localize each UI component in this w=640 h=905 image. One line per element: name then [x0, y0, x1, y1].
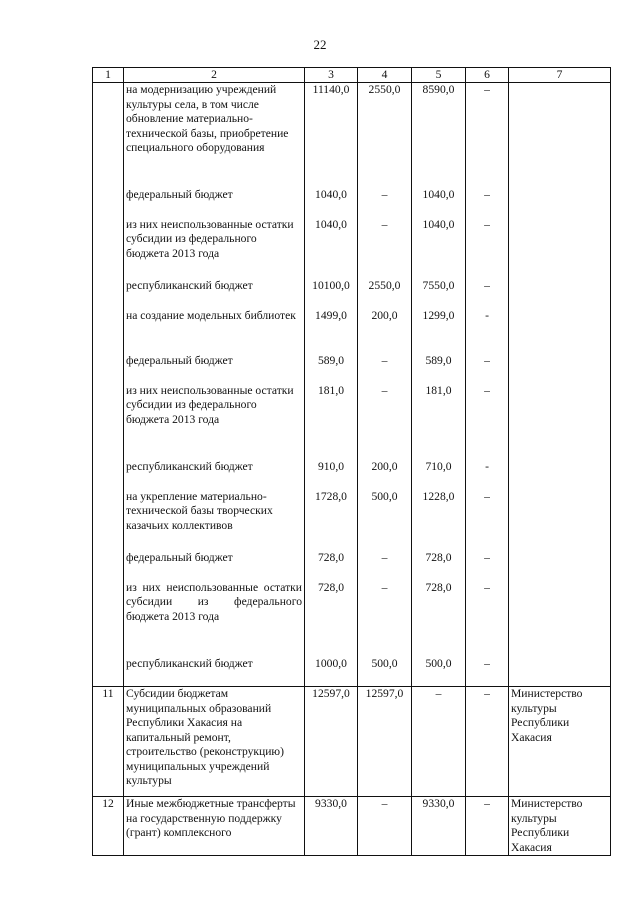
row-value-4: –	[358, 218, 412, 279]
row-value-4: 2550,0	[358, 279, 412, 309]
row-responsible	[509, 309, 611, 354]
row-responsible	[509, 657, 611, 687]
row-total: 12597,0	[305, 687, 358, 797]
table-row	[93, 384, 611, 460]
header-cell-4: 4	[358, 68, 412, 83]
row-number: 11	[93, 687, 124, 797]
table-row	[93, 797, 611, 856]
table-row	[93, 218, 611, 279]
row-number	[93, 384, 124, 460]
row-responsible	[509, 279, 611, 309]
row-total: 1499,0	[305, 309, 358, 354]
row-value-4: 500,0	[358, 490, 412, 551]
row-value-4: 12597,0	[358, 687, 412, 797]
row-total: 9330,0	[305, 797, 358, 856]
row-number	[93, 551, 124, 581]
row-value-6: –	[466, 384, 509, 460]
row-description: из них неиспользованные остатки субсидии из федерального бюджета 2013 года	[124, 581, 305, 657]
row-value-5: 589,0	[412, 354, 466, 384]
row-value-6: –	[466, 83, 509, 188]
row-number	[93, 581, 124, 657]
row-value-6: –	[466, 657, 509, 687]
row-total: 1040,0	[305, 218, 358, 279]
row-value-6: –	[466, 581, 509, 657]
row-description: республиканский бюджет	[124, 460, 305, 490]
row-description: федеральный бюджет	[124, 354, 305, 384]
row-number	[93, 309, 124, 354]
row-total: 728,0	[305, 581, 358, 657]
row-total: 589,0	[305, 354, 358, 384]
table-row	[93, 279, 611, 309]
row-description: Иные межбюджетные трансферты на государственную поддержку (грант) комплексного	[124, 797, 305, 856]
row-description: Субсидии бюджетам муниципальных образований Республики Хакасия на капитальный ремонт, строительство (реконструкцию) муниципальных учреждений культуры	[124, 687, 305, 797]
row-total: 11140,0	[305, 83, 358, 188]
page-number: 22	[313, 37, 327, 52]
header-cell-7: 7	[509, 68, 611, 83]
table-row	[93, 460, 611, 490]
row-description: из них неиспользованные остатки субсидии из федерального бюджета 2013 года	[124, 384, 305, 460]
table-row	[93, 490, 611, 551]
row-description: федеральный бюджет	[124, 551, 305, 581]
row-value-5: 728,0	[412, 551, 466, 581]
row-value-4: –	[358, 188, 412, 218]
row-description: на создание модельных библиотек	[124, 309, 305, 354]
row-number: 12	[93, 797, 124, 856]
row-value-5: 1299,0	[412, 309, 466, 354]
row-value-5: 1228,0	[412, 490, 466, 551]
row-responsible	[509, 581, 611, 657]
row-responsible	[509, 490, 611, 551]
row-value-4: –	[358, 354, 412, 384]
row-number	[93, 188, 124, 218]
row-total: 1000,0	[305, 657, 358, 687]
table-row	[93, 83, 611, 188]
row-value-6: –	[466, 188, 509, 218]
row-number	[93, 657, 124, 687]
row-value-4: 500,0	[358, 657, 412, 687]
row-value-5: 8590,0	[412, 83, 466, 188]
row-value-6: –	[466, 279, 509, 309]
row-total: 728,0	[305, 551, 358, 581]
row-value-4: –	[358, 551, 412, 581]
header-cell-5: 5	[412, 68, 466, 83]
table-row	[93, 188, 611, 218]
row-number	[93, 279, 124, 309]
row-responsible: Министерство культуры Республики Хакасия	[509, 687, 611, 797]
row-value-5: 9330,0	[412, 797, 466, 856]
row-value-4: 200,0	[358, 460, 412, 490]
row-value-5: 181,0	[412, 384, 466, 460]
row-total: 181,0	[305, 384, 358, 460]
row-responsible: Министерство культуры Республики Хакасия	[509, 797, 611, 856]
table-row	[93, 581, 611, 657]
row-value-5: 1040,0	[412, 188, 466, 218]
table-row	[93, 657, 611, 687]
row-responsible	[509, 384, 611, 460]
budget-table	[92, 67, 611, 856]
row-value-6: –	[466, 354, 509, 384]
row-value-4: –	[358, 797, 412, 856]
row-value-6: –	[466, 797, 509, 856]
table-row	[93, 687, 611, 797]
row-value-5: 7550,0	[412, 279, 466, 309]
row-value-5: 710,0	[412, 460, 466, 490]
row-value-6: –	[466, 551, 509, 581]
row-number	[93, 354, 124, 384]
row-value-5: 500,0	[412, 657, 466, 687]
row-responsible	[509, 460, 611, 490]
row-responsible	[509, 354, 611, 384]
row-value-5: 728,0	[412, 581, 466, 657]
row-value-4: 200,0	[358, 309, 412, 354]
row-number	[93, 490, 124, 551]
row-value-6: -	[466, 309, 509, 354]
row-responsible	[509, 551, 611, 581]
row-value-4: –	[358, 384, 412, 460]
row-value-5: –	[412, 687, 466, 797]
row-total: 1728,0	[305, 490, 358, 551]
row-responsible	[509, 83, 611, 188]
table-row	[93, 551, 611, 581]
row-description: из них неиспользованные остатки субсидии из федерального бюджета 2013 года	[124, 218, 305, 279]
row-responsible	[509, 188, 611, 218]
header-cell-2: 2	[124, 68, 305, 83]
row-responsible	[509, 218, 611, 279]
header-cell-1: 1	[93, 68, 124, 83]
row-description: на модернизацию учреждений культуры села, в том числе обновление материально-технической базы, приобретение специального оборудования	[124, 83, 305, 188]
row-description: на укрепление материально-технической базы творческих казачьих коллективов	[124, 490, 305, 551]
header-cell-3: 3	[305, 68, 358, 83]
row-value-6: -	[466, 460, 509, 490]
row-value-5: 1040,0	[412, 218, 466, 279]
table-row	[93, 309, 611, 354]
row-description: республиканский бюджет	[124, 279, 305, 309]
row-description: республиканский бюджет	[124, 657, 305, 687]
row-total: 910,0	[305, 460, 358, 490]
row-number	[93, 218, 124, 279]
table-row	[93, 354, 611, 384]
header-cell-6: 6	[466, 68, 509, 83]
row-number	[93, 83, 124, 188]
row-description: федеральный бюджет	[124, 188, 305, 218]
row-value-6: –	[466, 218, 509, 279]
row-number	[93, 460, 124, 490]
row-total: 1040,0	[305, 188, 358, 218]
row-value-6: –	[466, 687, 509, 797]
row-value-4: 2550,0	[358, 83, 412, 188]
header-row	[93, 68, 611, 83]
row-value-4: –	[358, 581, 412, 657]
row-value-6: –	[466, 490, 509, 551]
row-total: 10100,0	[305, 279, 358, 309]
